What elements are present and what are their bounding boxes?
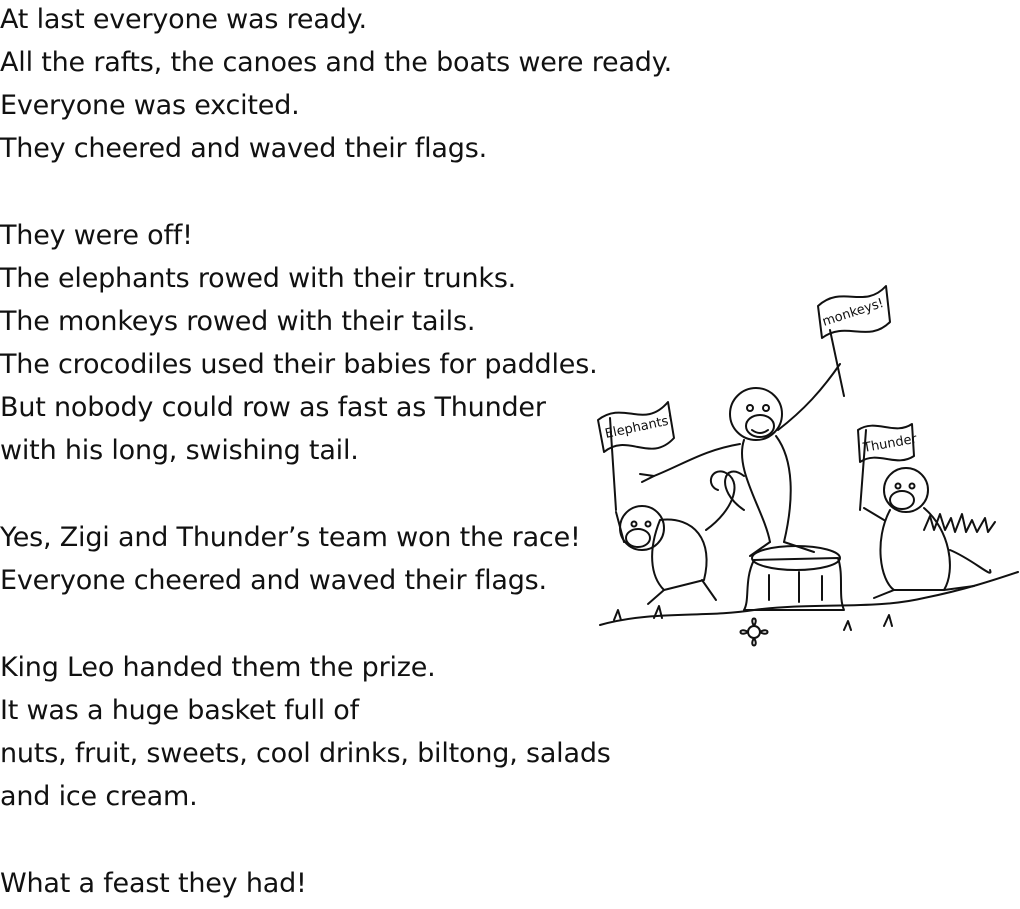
monkey-left-body	[652, 520, 706, 590]
grass-tufts	[924, 514, 995, 532]
monkey-center-arm-point	[654, 444, 740, 476]
story-line: The elephants rowed with their trunks.	[0, 263, 517, 294]
story-line: Yes, Zigi and Thunder’s team won the race!	[0, 522, 581, 553]
flower	[748, 626, 760, 638]
story-line: What a feast they had!	[0, 868, 307, 899]
monkeys-illustration	[594, 280, 1020, 662]
story-line: It was a huge basket full of	[0, 695, 359, 726]
story-line: They cheered and waved their flags.	[0, 133, 487, 164]
story-line: Everyone cheered and waved their flags.	[0, 565, 547, 596]
flag-left-text: Elephants!	[603, 412, 675, 442]
story-line: But nobody could row as fast as Thunder	[0, 392, 546, 423]
monkeys-drawing	[594, 280, 1020, 662]
story-line: Everyone was excited.	[0, 90, 300, 121]
monkey-right-body	[880, 508, 949, 590]
monkey-center-arm-up	[778, 364, 840, 430]
story-line: At last everyone was ready.	[0, 4, 367, 35]
story-line: nuts, fruit, sweets, cool drinks, biltong, salads	[0, 738, 611, 769]
monkey-center-body	[742, 440, 770, 542]
story-line: with his long, swishing tail.	[0, 435, 359, 466]
monkey-center-legs	[750, 542, 814, 556]
monkey-left-tail	[706, 471, 734, 530]
flag-pole-center	[830, 330, 844, 396]
story-line: All the rafts, the canoes and the boats were ready.	[0, 47, 673, 78]
monkey-right-tail	[950, 550, 991, 573]
flag-center-text: monkeys!	[820, 295, 886, 330]
flag-right-text: Thunder	[862, 431, 919, 456]
story-line: They were off!	[0, 220, 193, 251]
monkey-right-head	[884, 468, 928, 512]
story-line: and ice cream.	[0, 781, 198, 812]
story-line: The monkeys rowed with their tails.	[0, 306, 476, 337]
story-line: The crocodiles used their babies for paddles.	[0, 349, 598, 380]
story-line: King Leo handed them the prize.	[0, 652, 436, 683]
